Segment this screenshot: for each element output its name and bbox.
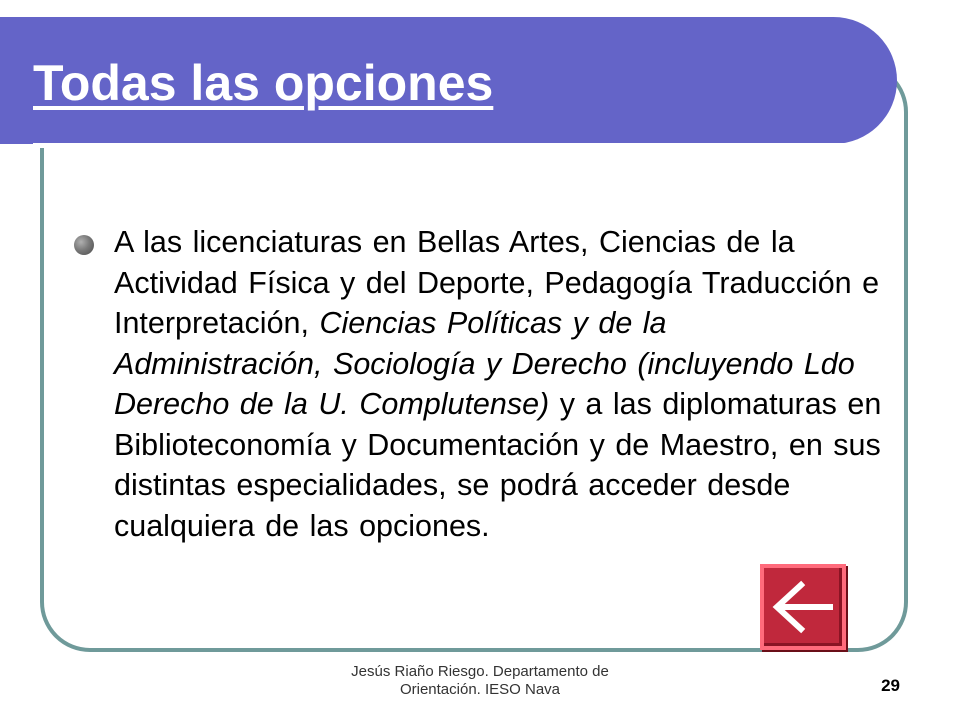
footer-line-1: Jesús Riaño Riesgo. Departamento de bbox=[351, 663, 609, 680]
bullet-icon bbox=[74, 235, 94, 255]
bullet-text-italic: Ciencias Políticas y de la Administración, Sociología y Derecho (incluyendo Ldo Derecho de la U. Complutense) bbox=[114, 306, 855, 421]
back-button[interactable] bbox=[760, 564, 846, 650]
bullet-item bbox=[72, 222, 882, 546]
title-bar bbox=[0, 17, 897, 144]
bullet-text-part3: y a las diplomaturas en Biblioteconomía y Documentación y de Maestro, en sus distintas especialidades, se podrá acceder desde cualquiera de las opciones. bbox=[114, 387, 882, 543]
slide-title: Todas las opciones bbox=[33, 55, 494, 111]
footer-line-2: Orientación. IESO Nava bbox=[399, 681, 561, 698]
bullet-text-part1: A las licenciaturas en Bellas Artes, Ciencias de la Actividad Física y del Deporte, Pedagogía Traducción e Interpretación, bbox=[114, 225, 880, 340]
slide-content bbox=[72, 222, 882, 546]
page-number: 29 bbox=[881, 676, 900, 695]
bullet-text bbox=[114, 222, 882, 546]
left-arrow-icon bbox=[771, 577, 835, 637]
title-underline-rule bbox=[33, 143, 848, 148]
footer-credit bbox=[320, 663, 640, 699]
